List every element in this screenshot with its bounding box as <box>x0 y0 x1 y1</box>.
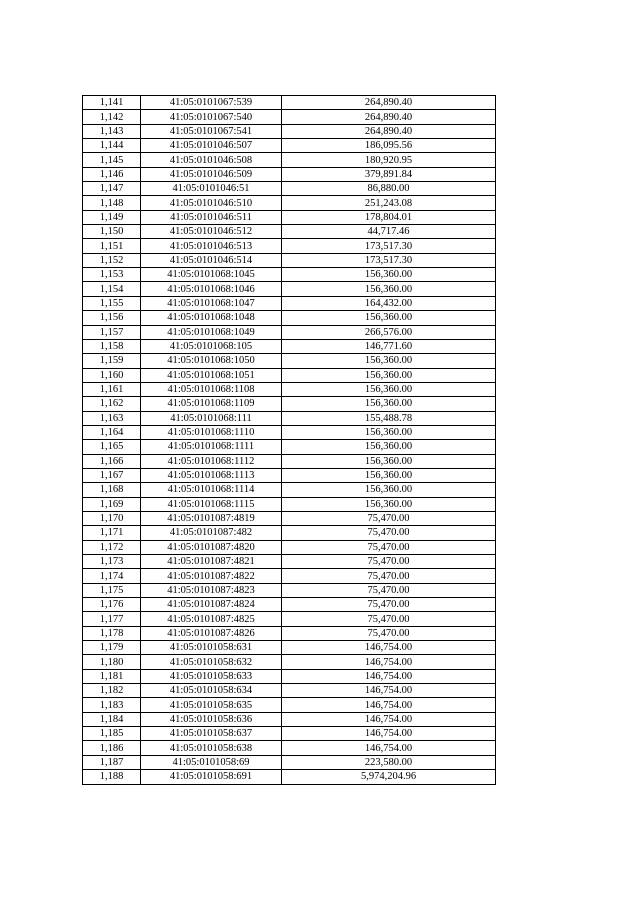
table-row <box>83 468 496 482</box>
row-number-cell: 1,174 <box>83 569 141 583</box>
cadastral-number-cell: 41:05:0101058:637 <box>141 727 282 741</box>
cadastral-number-cell: 41:05:0101087:4825 <box>141 612 282 626</box>
value-cell: 178,804.01 <box>282 210 496 224</box>
table-row <box>83 684 496 698</box>
cadastral-number-cell: 41:05:0101087:4826 <box>141 626 282 640</box>
row-number-cell: 1,183 <box>83 698 141 712</box>
value-cell: 156,360.00 <box>282 311 496 325</box>
cadastral-number-cell: 41:05:0101058:631 <box>141 641 282 655</box>
table-row <box>83 669 496 683</box>
table-row <box>83 511 496 525</box>
value-cell: 173,517.30 <box>282 253 496 267</box>
cadastral-number-cell: 41:05:0101058:633 <box>141 669 282 683</box>
row-number-cell: 1,155 <box>83 296 141 310</box>
table-row <box>83 612 496 626</box>
table-row <box>83 755 496 769</box>
table-row <box>83 569 496 583</box>
cadastral-number-cell: 41:05:0101068:1111 <box>141 440 282 454</box>
cadastral-number-cell: 41:05:0101068:1115 <box>141 497 282 511</box>
cadastral-number-cell: 41:05:0101068:1046 <box>141 282 282 296</box>
cadastral-number-cell: 41:05:0101068:1113 <box>141 468 282 482</box>
cadastral-number-cell: 41:05:0101068:111 <box>141 411 282 425</box>
cadastral-number-cell: 41:05:0101087:4820 <box>141 540 282 554</box>
value-cell: 155,488.78 <box>282 411 496 425</box>
cadastral-number-cell: 41:05:0101068:1051 <box>141 368 282 382</box>
table-row <box>83 712 496 726</box>
row-number-cell: 1,186 <box>83 741 141 755</box>
row-number-cell: 1,158 <box>83 339 141 353</box>
table-row <box>83 153 496 167</box>
cadastral-number-cell: 41:05:0101087:482 <box>141 526 282 540</box>
table-row <box>83 555 496 569</box>
table-row <box>83 296 496 310</box>
cadastral-number-cell: 41:05:0101087:4819 <box>141 511 282 525</box>
value-cell: 180,920.95 <box>282 153 496 167</box>
row-number-cell: 1,161 <box>83 382 141 396</box>
value-cell: 146,754.00 <box>282 741 496 755</box>
cadastral-number-cell: 41:05:0101087:4821 <box>141 555 282 569</box>
row-number-cell: 1,143 <box>83 124 141 138</box>
row-number-cell: 1,145 <box>83 153 141 167</box>
cadastral-number-cell: 41:05:0101046:513 <box>141 239 282 253</box>
cadastral-number-cell: 41:05:0101068:1108 <box>141 382 282 396</box>
table-row <box>83 225 496 239</box>
row-number-cell: 1,157 <box>83 325 141 339</box>
cadastral-number-cell: 41:05:0101058:632 <box>141 655 282 669</box>
cadastral-number-cell: 41:05:0101067:540 <box>141 110 282 124</box>
cadastral-number-cell: 41:05:0101067:541 <box>141 124 282 138</box>
row-number-cell: 1,184 <box>83 712 141 726</box>
row-number-cell: 1,147 <box>83 182 141 196</box>
cadastral-number-cell: 41:05:0101058:638 <box>141 741 282 755</box>
value-cell: 156,360.00 <box>282 440 496 454</box>
value-cell: 264,890.40 <box>282 124 496 138</box>
table-row <box>83 253 496 267</box>
value-cell: 75,470.00 <box>282 598 496 612</box>
row-number-cell: 1,163 <box>83 411 141 425</box>
cadastral-number-cell: 41:05:0101058:69 <box>141 755 282 769</box>
cadastral-number-cell: 41:05:0101068:1050 <box>141 354 282 368</box>
table-row <box>83 96 496 110</box>
value-cell: 146,754.00 <box>282 641 496 655</box>
table-row <box>83 454 496 468</box>
value-cell: 146,754.00 <box>282 712 496 726</box>
table-row <box>83 124 496 138</box>
row-number-cell: 1,177 <box>83 612 141 626</box>
row-number-cell: 1,172 <box>83 540 141 554</box>
cadastral-number-cell: 41:05:0101068:105 <box>141 339 282 353</box>
table-row <box>83 741 496 755</box>
value-cell: 5,974,204.96 <box>282 770 496 784</box>
cadastral-number-cell: 41:05:0101068:1045 <box>141 268 282 282</box>
table-row <box>83 583 496 597</box>
table-row <box>83 727 496 741</box>
cadastral-number-cell: 41:05:0101087:4823 <box>141 583 282 597</box>
row-number-cell: 1,182 <box>83 684 141 698</box>
cadastral-number-cell: 41:05:0101068:1047 <box>141 296 282 310</box>
value-cell: 156,360.00 <box>282 382 496 396</box>
row-number-cell: 1,178 <box>83 626 141 640</box>
cadastral-number-cell: 41:05:0101067:539 <box>141 96 282 110</box>
table-row <box>83 626 496 640</box>
row-number-cell: 1,180 <box>83 655 141 669</box>
row-number-cell: 1,150 <box>83 225 141 239</box>
table-row <box>83 110 496 124</box>
value-cell: 156,360.00 <box>282 268 496 282</box>
table-row <box>83 368 496 382</box>
row-number-cell: 1,173 <box>83 555 141 569</box>
row-number-cell: 1,164 <box>83 425 141 439</box>
cadastral-number-cell: 41:05:0101068:1049 <box>141 325 282 339</box>
row-number-cell: 1,179 <box>83 641 141 655</box>
row-number-cell: 1,144 <box>83 139 141 153</box>
value-cell: 156,360.00 <box>282 497 496 511</box>
value-cell: 156,360.00 <box>282 454 496 468</box>
row-number-cell: 1,171 <box>83 526 141 540</box>
cadastral-number-cell: 41:05:0101058:636 <box>141 712 282 726</box>
row-number-cell: 1,165 <box>83 440 141 454</box>
table-row <box>83 382 496 396</box>
value-cell: 75,470.00 <box>282 540 496 554</box>
value-cell: 146,754.00 <box>282 655 496 669</box>
value-cell: 75,470.00 <box>282 569 496 583</box>
cadastral-number-cell: 41:05:0101046:507 <box>141 139 282 153</box>
row-number-cell: 1,167 <box>83 468 141 482</box>
table-row <box>83 167 496 181</box>
table-row <box>83 397 496 411</box>
cadastral-value-table <box>82 95 496 785</box>
value-cell: 264,890.40 <box>282 96 496 110</box>
table-row <box>83 698 496 712</box>
row-number-cell: 1,175 <box>83 583 141 597</box>
row-number-cell: 1,166 <box>83 454 141 468</box>
value-cell: 186,095.56 <box>282 139 496 153</box>
cadastral-number-cell: 41:05:0101046:51 <box>141 182 282 196</box>
table-row <box>83 210 496 224</box>
table-row <box>83 339 496 353</box>
table-row <box>83 440 496 454</box>
row-number-cell: 1,170 <box>83 511 141 525</box>
cadastral-number-cell: 41:05:0101046:514 <box>141 253 282 267</box>
table-row <box>83 483 496 497</box>
table-row <box>83 526 496 540</box>
value-cell: 146,754.00 <box>282 684 496 698</box>
table-row <box>83 239 496 253</box>
row-number-cell: 1,187 <box>83 755 141 769</box>
row-number-cell: 1,154 <box>83 282 141 296</box>
table-row <box>83 540 496 554</box>
table-row <box>83 139 496 153</box>
value-cell: 251,243.08 <box>282 196 496 210</box>
table-row <box>83 497 496 511</box>
value-cell: 266,576.00 <box>282 325 496 339</box>
row-number-cell: 1,151 <box>83 239 141 253</box>
value-cell: 156,360.00 <box>282 425 496 439</box>
cadastral-number-cell: 41:05:0101046:512 <box>141 225 282 239</box>
table-row <box>83 311 496 325</box>
cadastral-number-cell: 41:05:0101068:1114 <box>141 483 282 497</box>
cadastral-number-cell: 41:05:0101087:4822 <box>141 569 282 583</box>
value-cell: 146,771.60 <box>282 339 496 353</box>
row-number-cell: 1,176 <box>83 598 141 612</box>
row-number-cell: 1,141 <box>83 96 141 110</box>
cadastral-number-cell: 41:05:0101068:1109 <box>141 397 282 411</box>
value-cell: 156,360.00 <box>282 354 496 368</box>
table-row <box>83 196 496 210</box>
value-cell: 223,580.00 <box>282 755 496 769</box>
cadastral-number-cell: 41:05:0101046:511 <box>141 210 282 224</box>
cadastral-number-cell: 41:05:0101046:509 <box>141 167 282 181</box>
row-number-cell: 1,185 <box>83 727 141 741</box>
value-cell: 156,360.00 <box>282 483 496 497</box>
cadastral-number-cell: 41:05:0101087:4824 <box>141 598 282 612</box>
cadastral-number-cell: 41:05:0101058:634 <box>141 684 282 698</box>
value-cell: 75,470.00 <box>282 612 496 626</box>
row-number-cell: 1,159 <box>83 354 141 368</box>
value-cell: 75,470.00 <box>282 511 496 525</box>
value-cell: 156,360.00 <box>282 397 496 411</box>
value-cell: 264,890.40 <box>282 110 496 124</box>
cadastral-number-cell: 41:05:0101058:691 <box>141 770 282 784</box>
table-row <box>83 425 496 439</box>
table-row <box>83 282 496 296</box>
value-cell: 146,754.00 <box>282 698 496 712</box>
row-number-cell: 1,148 <box>83 196 141 210</box>
cadastral-number-cell: 41:05:0101068:1112 <box>141 454 282 468</box>
value-cell: 75,470.00 <box>282 555 496 569</box>
row-number-cell: 1,160 <box>83 368 141 382</box>
row-number-cell: 1,149 <box>83 210 141 224</box>
row-number-cell: 1,188 <box>83 770 141 784</box>
value-cell: 146,754.00 <box>282 669 496 683</box>
table-row <box>83 770 496 784</box>
table-row <box>83 354 496 368</box>
cadastral-number-cell: 41:05:0101046:510 <box>141 196 282 210</box>
table-row <box>83 655 496 669</box>
value-cell: 75,470.00 <box>282 526 496 540</box>
table-row <box>83 182 496 196</box>
row-number-cell: 1,181 <box>83 669 141 683</box>
value-cell: 379,891.84 <box>282 167 496 181</box>
cadastral-number-cell: 41:05:0101068:1110 <box>141 425 282 439</box>
value-cell: 146,754.00 <box>282 727 496 741</box>
table-row <box>83 641 496 655</box>
row-number-cell: 1,153 <box>83 268 141 282</box>
table-body <box>83 96 496 785</box>
value-cell: 164,432.00 <box>282 296 496 310</box>
table-row <box>83 411 496 425</box>
value-cell: 156,360.00 <box>282 282 496 296</box>
value-cell: 156,360.00 <box>282 468 496 482</box>
cadastral-number-cell: 41:05:0101046:508 <box>141 153 282 167</box>
row-number-cell: 1,156 <box>83 311 141 325</box>
table-row <box>83 325 496 339</box>
row-number-cell: 1,142 <box>83 110 141 124</box>
value-cell: 75,470.00 <box>282 626 496 640</box>
table-row <box>83 268 496 282</box>
table-row <box>83 598 496 612</box>
value-cell: 44,717.46 <box>282 225 496 239</box>
value-cell: 156,360.00 <box>282 368 496 382</box>
value-cell: 75,470.00 <box>282 583 496 597</box>
cadastral-number-cell: 41:05:0101068:1048 <box>141 311 282 325</box>
row-number-cell: 1,169 <box>83 497 141 511</box>
row-number-cell: 1,152 <box>83 253 141 267</box>
row-number-cell: 1,162 <box>83 397 141 411</box>
value-cell: 86,880.00 <box>282 182 496 196</box>
row-number-cell: 1,146 <box>83 167 141 181</box>
row-number-cell: 1,168 <box>83 483 141 497</box>
value-cell: 173,517.30 <box>282 239 496 253</box>
cadastral-number-cell: 41:05:0101058:635 <box>141 698 282 712</box>
